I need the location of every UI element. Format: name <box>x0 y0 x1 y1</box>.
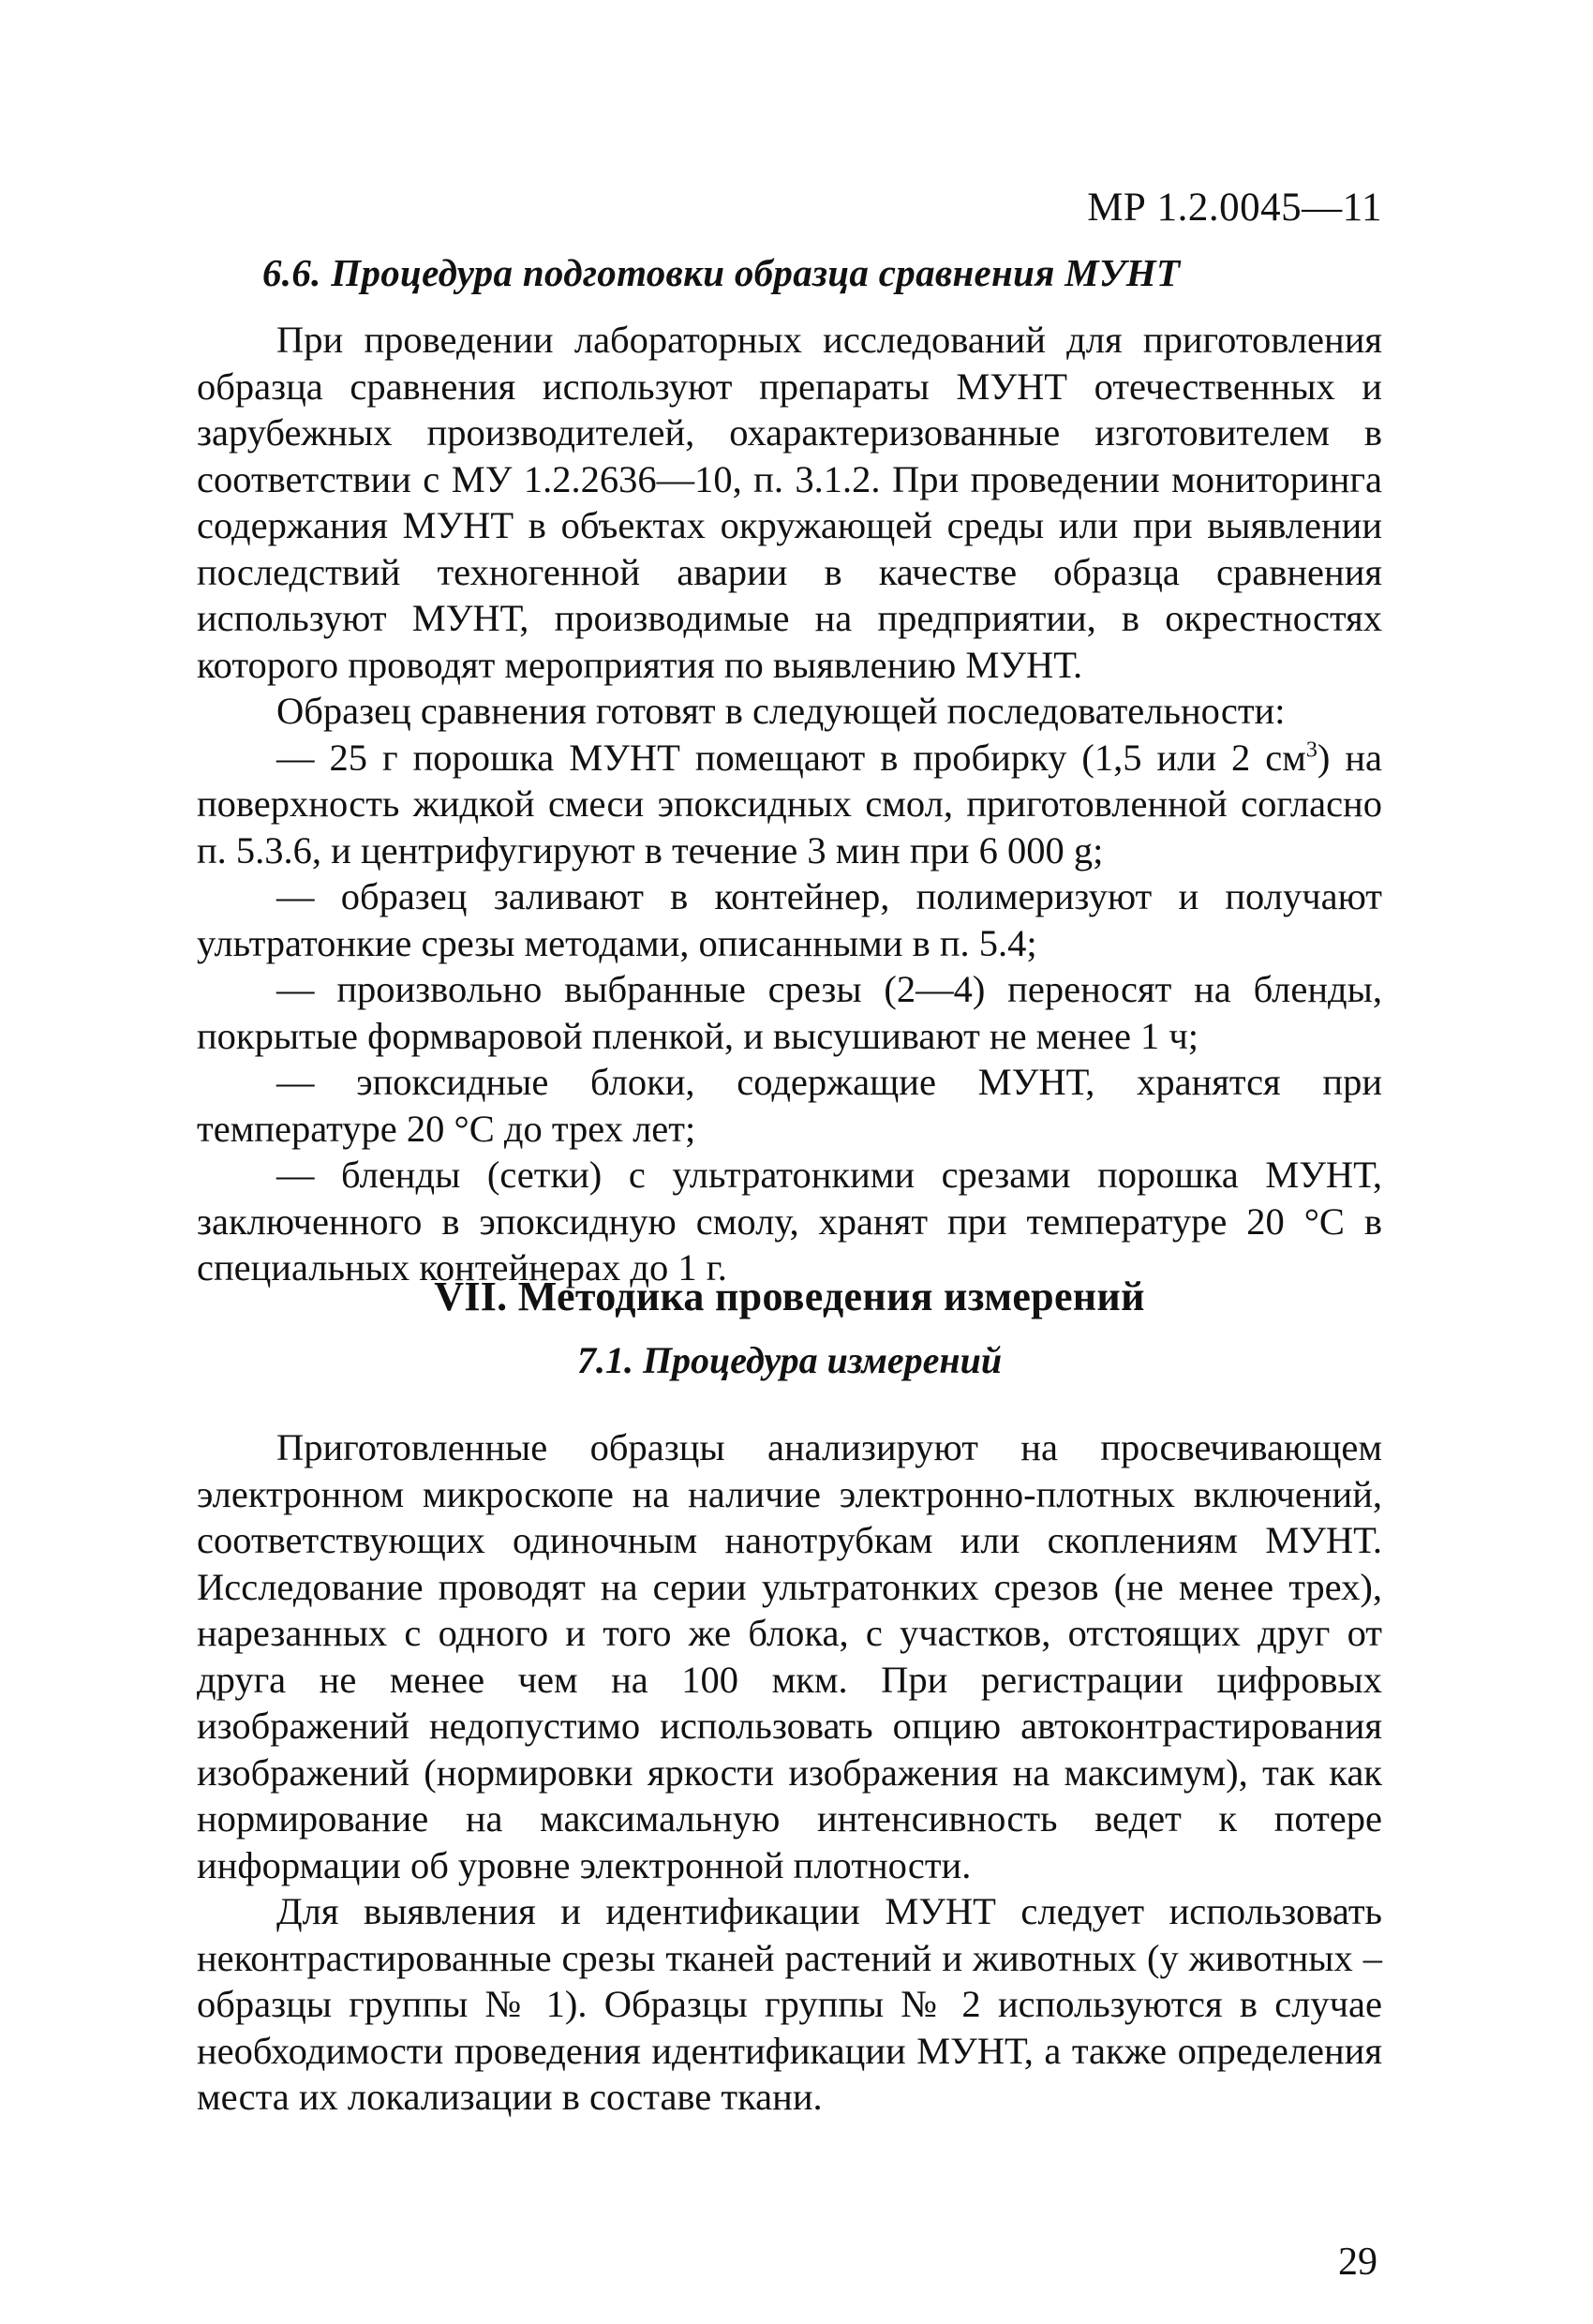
section-6-6-step-2: — образец заливают в контейнер, полимеризуют и получают ультратонкие срезы методами, описанными в п. 5.4; <box>197 875 1382 964</box>
section-7-1-paragraph-2: Для выявления и идентификации МУНТ следует использовать неконтрастированные срезы тканей растений и животных (у животных – образцы группы № 1). Образцы группы № 2 используются в случае необходимости проведения идентификации МУНТ, а также определения места их локализации в составе ткани. <box>197 1890 1382 2118</box>
section-6-6-paragraph-1: При проведении лабораторных исследований для приготовления образца сравнения используют препараты МУНТ отечественных и зарубежных производителей, охарактеризованные изготовителем в соответствии с МУ 1.2.2636—10, п. 3.1.2. При проведении мониторинга содержания МУНТ в объектах окружающей среды или при выявлении последствий техногенной аварии в качестве образца сравнения используют МУНТ, производимые на предприятии, в окрестностях которого проводят мероприятия по выявлению МУНТ. <box>197 319 1382 686</box>
section-6-6-step-5: — бленды (сетки) с ультратонкими срезами порошка МУНТ, заключенного в эпоксидную смолу, хранят при температуре 20 °С в специальных контейнерах до 1 г. <box>197 1154 1382 1289</box>
page-number: 29 <box>1338 2241 1377 2284</box>
document-page <box>197 186 1383 2284</box>
step-1-text-start: — 25 г порошка МУНТ помещают в пробирку (1,5 или 2 см <box>276 736 1306 779</box>
section-7-1-paragraph-1: Приготовленные образцы анализируют на просвечивающем электронном микроскопе на наличие электронно-плотных включений, соответствующих одиночным нанотрубкам или скоплениям МУНТ. Исследование проводят на серии ультратонких срезов (не менее трех), нарезанных с одного и того же блока, с участков, отстоящих друг от друга не менее чем на 100 мкм. При регистрации цифровых изображений недопустимо использовать опцию автоконтрастирования изображений (нормировки яркости изображения на максимум), так как нормирование на максимальную интенсивность ведет к потере информации об уровне электронной плотности. <box>197 1426 1382 1886</box>
step-1-superscript: 3 <box>1305 737 1318 762</box>
section-7-1-title: 7.1. Процедура измерений <box>576 1339 1003 1381</box>
section-7-1-body <box>197 1378 1382 2121</box>
section-6-6-step-1 <box>197 735 1382 874</box>
section-6-6-body <box>197 317 1382 1291</box>
step-1-text-end: ) на поверхность жидкой смеси эпоксидных смол, приготовленной согласно п. 5.3.6, и центрифугируют в течение 3 мин при 6 000 g; <box>197 736 1383 872</box>
document-code: МР 1.2.0045—11 <box>1087 186 1382 230</box>
section-6-6-step-4: — эпоксидные блоки, содержащие МУНТ, хранятся при температуре 20 °С до трех лет; <box>197 1061 1382 1150</box>
section-6-6-title: 6.6. Процедура подготовки образца сравнения МУНТ <box>262 251 1181 294</box>
section-6-6-paragraph-2: Образец сравнения готовят в следующей последовательности: <box>276 690 1286 732</box>
section-6-6-step-3: — произвольно выбранные срезы (2—4) переносят на бленды, покрытые формваровой пленкой, и высушивают не менее 1 ч; <box>197 968 1382 1057</box>
chapter-7-title: VII. Методика проведения измерений <box>434 1274 1145 1319</box>
